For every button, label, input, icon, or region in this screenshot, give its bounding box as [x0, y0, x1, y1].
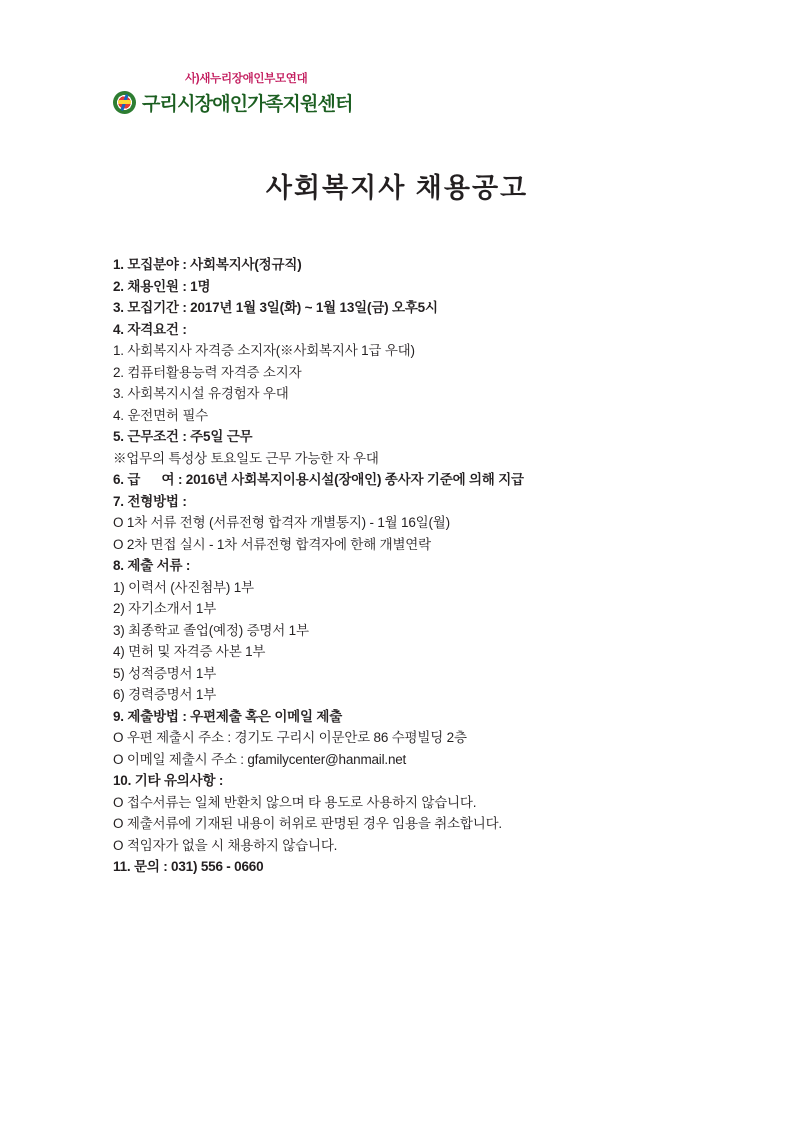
announcement-line: 4. 자격요건 : [113, 321, 187, 337]
announcement-line: 1. 모집분야 : 사회복지사(정규직) [113, 257, 302, 272]
announcement-line: 11. 문의 : 031) 556 - 0660 [113, 859, 264, 874]
announcement-line: О 적임자가 없을 시 채용하지 않습니다. [113, 837, 338, 853]
announcement-line: 8. 제출 서류 : [113, 558, 191, 573]
announcement-line: 7. 전형방법 : [113, 493, 187, 509]
logo-row [113, 89, 443, 116]
announcement-line: 5) 성적증명서 1부 [113, 665, 217, 681]
announcement-line: 3. 모집기간 : 2017년 1월 3일(화) ~ 1월 13일(금) 오후5시 [113, 300, 438, 315]
announcement-line: 3. 사회복지시설 유경험자 우대 [113, 386, 289, 401]
announcement-line: 4) 면허 및 자격증 사본 1부 [113, 644, 266, 659]
center-logo-mark-icon [113, 91, 136, 114]
announcement-body [113, 254, 713, 878]
logo-organization-name: 구리시장애인가족지원센터 [142, 94, 353, 115]
logo-tagline: 사)새누리장애인부모연대 [185, 73, 308, 85]
announcement-line: 5. 근무조건 : 주5일 근무 [113, 429, 253, 444]
announcement-line: 6. 급 여 : 2016년 사회복지이용시설(장애인) 종사자 기준에 의해 지급 [113, 472, 524, 487]
announcement-line: 2. 컴퓨터활용능력 자격증 소지자 [113, 364, 302, 380]
announcement-line: 10. 기타 유의사항 : [113, 773, 224, 788]
announcement-line: ※업무의 특성상 토요일도 근무 가능한 자 우대 [113, 450, 379, 466]
announcement-line: О 이메일 제출시 주소 : gfamilycenter@hanmail.net [113, 751, 407, 767]
announcement-line: 6) 경력증명서 1부 [113, 687, 217, 702]
announcement-line: 9. 제출방법 : 우편제출 혹은 이메일 제출 [113, 708, 343, 724]
announcement-line: 2) 자기소개서 1부 [113, 601, 217, 616]
announcement-line: О 1차 서류 전형 (서류전형 합격자 개별통지) - 1월 16일(월) [113, 515, 450, 530]
announcement-line: 1. 사회복지사 자격증 소지자(※사회복지사 1급 우대) [113, 343, 415, 358]
announcement-line: О 접수서류는 일체 반환치 않으며 타 용도로 사용하지 않습니다. [113, 794, 477, 810]
announcement-line: О 제출서류에 기재된 내용이 허위로 판명된 경우 임용을 취소합니다. [113, 816, 502, 831]
announcement-line: О 2차 면접 실시 - 1차 서류전형 합격자에 한해 개별연락 [113, 536, 431, 552]
page-title: 사회복지사 채용공고 [265, 173, 529, 203]
organization-logo [113, 70, 443, 116]
announcement-line: 3) 최종학교 졸업(예정) 증명서 1부 [113, 622, 309, 638]
announcement-line: 1) 이력서 (사진첨부) 1부 [113, 579, 254, 595]
announcement-line: 4. 운전면허 필수 [113, 407, 209, 423]
announcement-line: 2. 채용인원 : 1명 [113, 278, 211, 294]
announcement-line: О 우편 제출시 주소 : 경기도 구리시 이문안로 86 수평빌딩 2층 [113, 730, 467, 745]
